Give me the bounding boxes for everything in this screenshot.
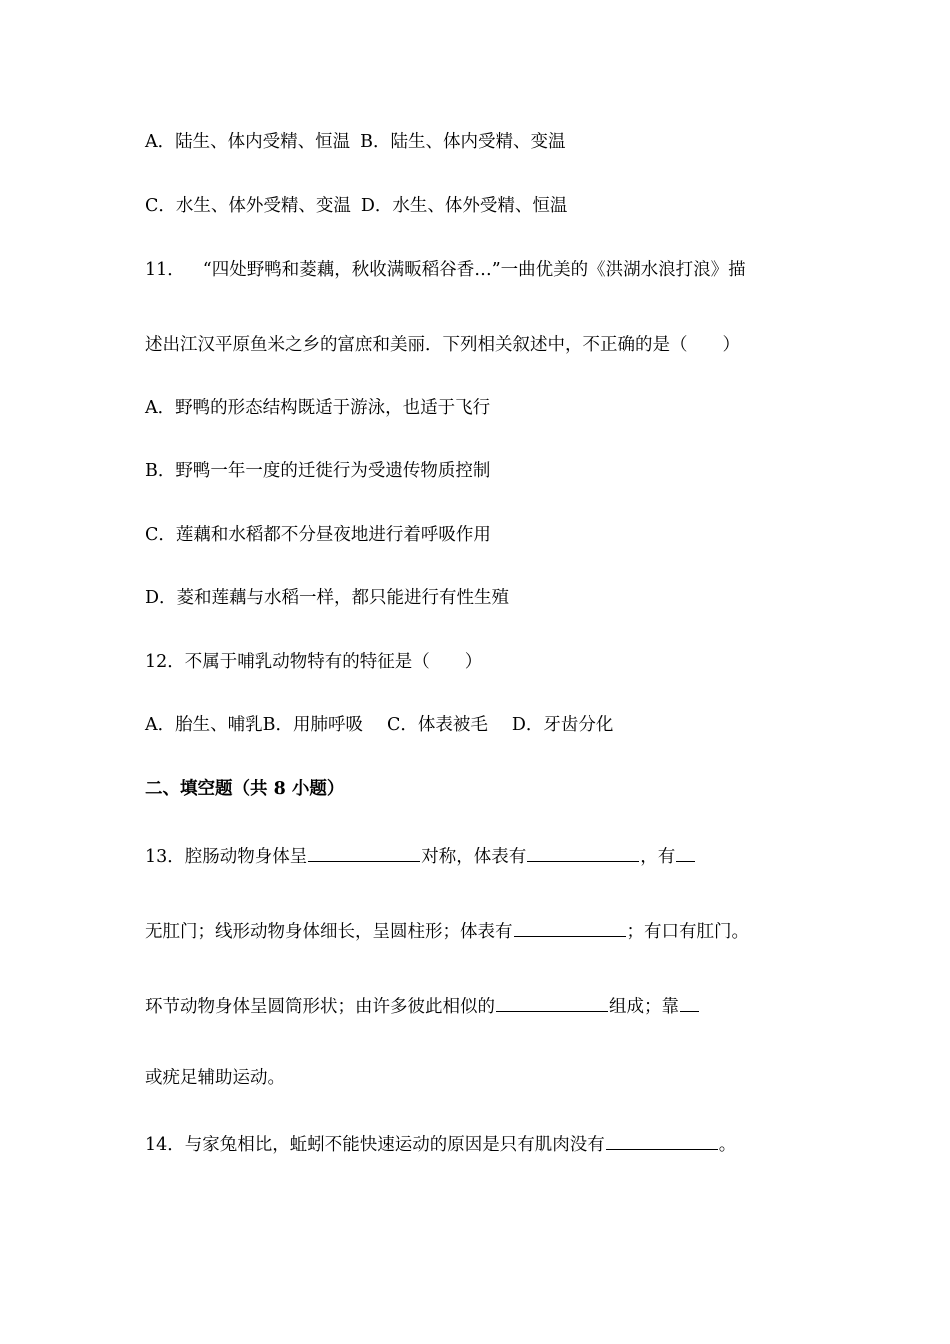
q13-text-1b: 对称，体表有	[421, 847, 527, 867]
q12-stem: 12．不属于哺乳动物特有的特征是（ ）	[145, 652, 483, 672]
q11-option-c: C．莲藕和水稻都不分昼夜地进行着呼吸作用	[145, 525, 491, 545]
q12-options-row	[145, 717, 613, 735]
q13-blank-6[interactable]	[680, 995, 699, 1012]
q13-text-2a: 无肛门；线形动物身体细长，呈圆柱形；体表有	[145, 922, 513, 942]
q10-option-c: C．水生、体外受精、变温	[145, 196, 351, 216]
q13-blank-4[interactable]	[514, 920, 626, 937]
section-2-title: 二、填空题（共 8 小题）	[145, 779, 345, 799]
q12-option-a: A．胎生、哺乳	[145, 715, 263, 735]
q11-stem-line-1	[145, 262, 746, 280]
q13-text-2b: ；有口有肛门。	[626, 922, 749, 942]
q13-line-4: 或疣足辅助运动。	[145, 1068, 285, 1088]
q13-text-1a: 13．腔肠动物身体呈	[145, 847, 308, 867]
q14-line-1	[145, 1133, 736, 1155]
q12-option-b: B．用肺呼吸	[262, 715, 364, 735]
q13-blank-1[interactable]	[308, 845, 420, 862]
q10-options-row-1	[145, 134, 566, 152]
q13-text-1c: ，有	[640, 847, 676, 867]
q11-stem-line-2: 述出江汉平原鱼米之乡的富庶和美丽．下列相关叙述中，不正确的是（ ）	[145, 335, 740, 355]
q13-blank-3[interactable]	[676, 845, 695, 862]
q14-text-1a: 14．与家兔相比，蚯蚓不能快速运动的原因是只有肌肉没有	[145, 1135, 605, 1155]
q13-line-3	[145, 995, 700, 1017]
q14-blank-1[interactable]	[606, 1133, 718, 1150]
q13-line-2	[145, 920, 749, 942]
q13-line-1	[145, 845, 696, 867]
q13-blank-5[interactable]	[496, 995, 608, 1012]
q10-option-d: D．水生、体外受精、恒温	[360, 196, 568, 216]
q13-text-3a: 环节动物身体呈圆筒形状；由许多彼此相似的	[145, 997, 495, 1017]
q13-blank-2[interactable]	[527, 845, 639, 862]
q11-option-a: A．野鸭的形态结构既适于游泳，也适于飞行	[145, 398, 491, 418]
q11-stem-part-1: “四处野鸭和菱藕，秋收满畈稻谷香…”一曲优美的《洪湖水浪打浪》描	[202, 260, 746, 280]
q13-text-3b: 组成；靠	[609, 997, 679, 1017]
q10-options-row-2	[145, 198, 567, 216]
q11-option-b: B．野鸭一年一度的迁徙行为受遗传物质控制	[145, 461, 491, 481]
q12-option-d: D．牙齿分化	[511, 715, 614, 735]
q14-text-1b: 。	[718, 1135, 737, 1155]
q10-option-b: B．陆生、体内受精、变温	[360, 132, 566, 152]
q12-option-c: C．体表被毛	[387, 715, 488, 735]
q11-option-d: D．菱和莲藕与水稻一样，都只能进行有性生殖	[145, 588, 510, 608]
q10-option-a: A．陆生、体内受精、恒温	[145, 132, 351, 152]
q11-number: 11．	[145, 260, 185, 280]
